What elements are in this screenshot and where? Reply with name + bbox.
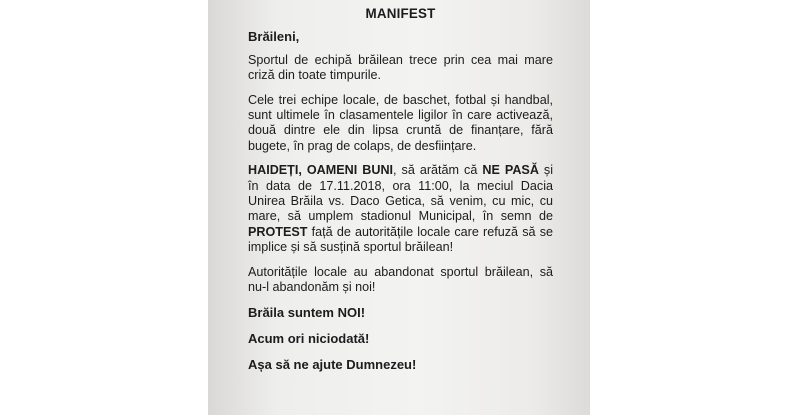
greeting: Brăileni, xyxy=(248,29,300,45)
paragraph-teams: Cele trei echipe locale, de baschet, fotbal și handbal, sunt ultimele în clasamentele ligilor în care activează, două dintre ele din lipsa cruntă de finanțare, fără bugete, în prag de colaps, de desființare. xyxy=(248,92,553,153)
protest-emphasis: PROTEST xyxy=(248,224,308,239)
manifest-sheet xyxy=(248,6,553,384)
call-text-3: față de autoritățile locale care refuză să se implice și să susțină sportul brăilean! xyxy=(248,224,553,255)
care-emphasis: NE PASĂ xyxy=(482,163,539,178)
document-photo xyxy=(208,0,590,415)
slogan-braila: Brăila suntem NOI! xyxy=(248,304,366,320)
slogan-god: Așa să ne ajute Dumnezeu! xyxy=(248,357,417,373)
paragraph-call-to-action xyxy=(248,163,553,255)
call-text-1: , să arătăm că xyxy=(393,163,483,178)
slogan-now: Acum ori niciodată! xyxy=(248,330,370,346)
paragraph-abandon: Autoritățile locale au abandonat sportul brăilean, să nu-l abandonăm și noi! xyxy=(248,264,553,295)
call-text-2: și în data de 17.11.2018, ora 11:00, la meciul Dacia Unirea Brăila vs. Daco Getica, să venim, cu mic, cu mare, să umplem stadionul Municipal, în semn de xyxy=(248,163,554,224)
document-title: MANIFEST xyxy=(365,6,436,21)
call-emphasis: HAIDEȚI, OAMENI BUNI xyxy=(248,163,394,178)
paragraph-crisis: Sportul de echipă brăilean trece prin cea mai mare criză din toate timpurile. xyxy=(248,52,553,83)
